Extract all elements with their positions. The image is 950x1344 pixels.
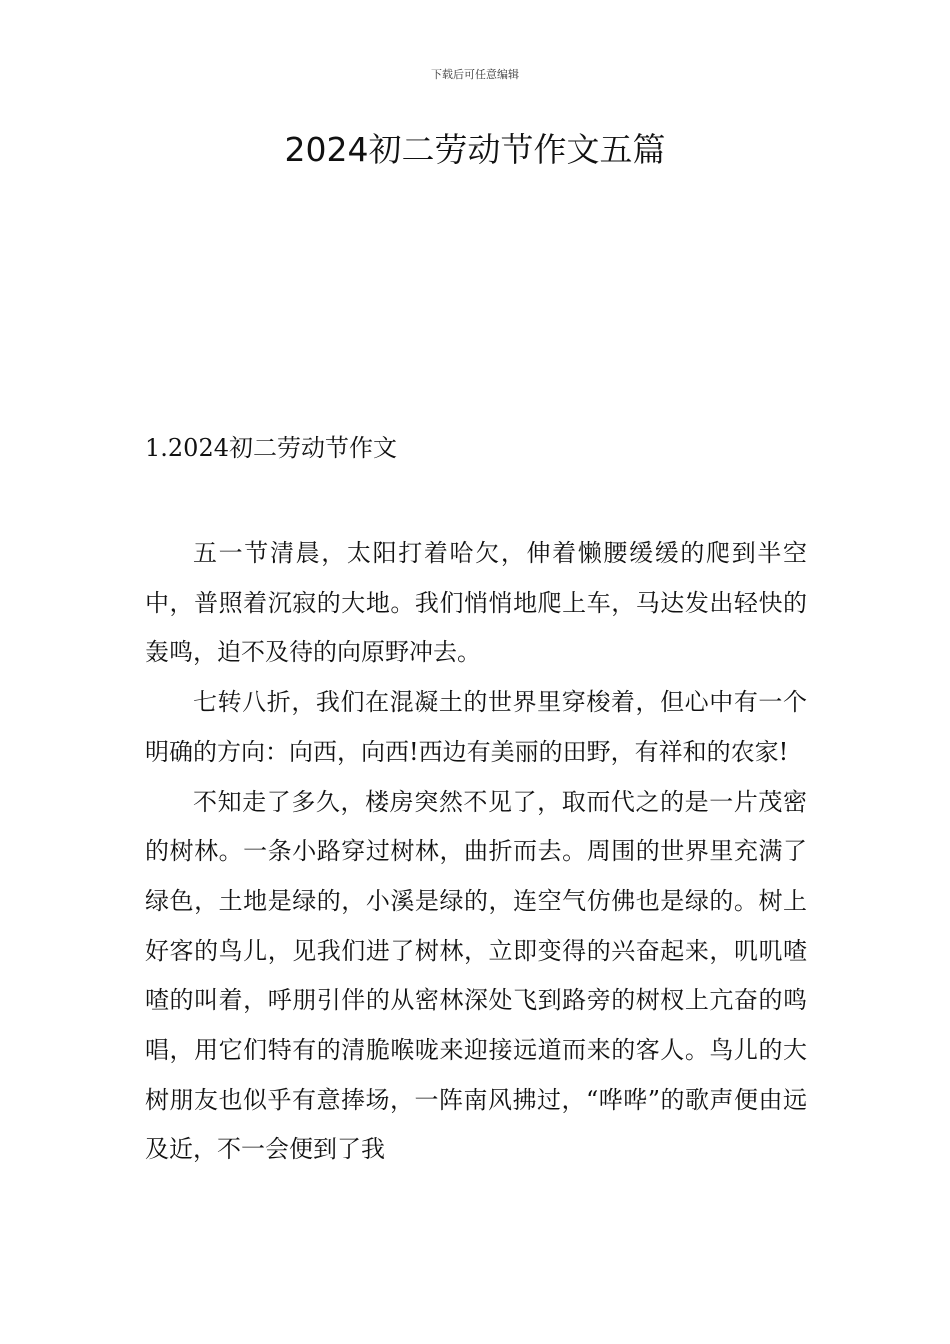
header-note: 下载后可任意编辑 bbox=[431, 68, 519, 81]
paragraph: 五一节清晨，太阳打着哈欠，伸着懒腰缓缓的爬到半空中，普照着沉寂的大地。我们悄悄地爬上车，马达发出轻快的轰鸣，迫不及待的向原野冲去。 bbox=[145, 539, 807, 667]
paragraph: 七转八折，我们在混凝土的世界里穿梭着，但心中有一个明确的方向：向西，向西!西边有美丽的田野，有祥和的农家! bbox=[145, 688, 807, 766]
section-heading: 1.2024初二劳动节作文 bbox=[145, 434, 397, 462]
document-title: 2024初二劳动节作文五篇 bbox=[284, 130, 666, 169]
paragraph: 不知走了多久，楼房突然不见了，取而代之的是一片茂密的树林。一条小路穿过树林，曲折而去。周围的世界里充满了绿色，土地是绿的，小溪是绿的，连空气仿佛也是绿的。树上好客的鸟儿，见我们进了树林，立即变得的兴奋起来，叽叽喳喳的叫着，呼朋引伴的从密林深处飞到路旁的树杈上亢奋的鸣唱，用它们特有的清脆喉咙来迎接远道而来的客人。鸟儿的大树朋友也似乎有意捧场，一阵南风拂过，“哗哗”的歌声便由远及近，不一会便到了我 bbox=[145, 787, 807, 1164]
essay-body bbox=[145, 529, 807, 1175]
